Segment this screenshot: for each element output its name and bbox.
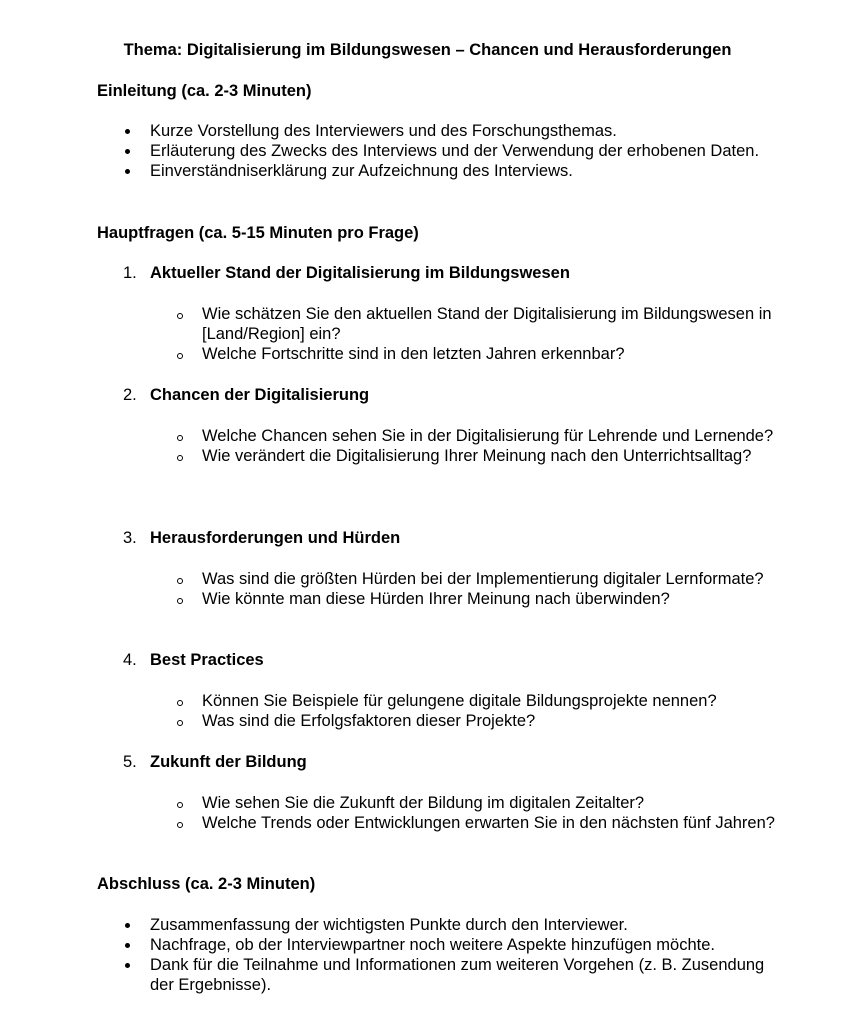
closing-item: Dank für die Teilnahme und Informationen zum weiteren Vorgehen (z. B. Zusendung der Ergebnisse). (150, 955, 790, 995)
question-1-sublist (202, 304, 782, 364)
sub-question: Wie schätzen Sie den aktuellen Stand der Digitalisierung im Bildungswesen in [Land/Region] ein? (202, 304, 782, 344)
question-title: Chancen der Digitalisierung (150, 386, 370, 404)
sub-question: Können Sie Beispiele für gelungene digitale Bildungsprojekte nennen? (202, 691, 782, 711)
question-5-sublist (202, 793, 782, 833)
question-number: 5. (123, 753, 137, 771)
question-number: 1. (123, 264, 137, 282)
intro-list (150, 121, 790, 181)
question-2 (123, 385, 790, 405)
intro-item: Kurze Vorstellung des Interviewers und des Forschungsthemas. (150, 121, 790, 141)
sub-question: Wie sehen Sie die Zukunft der Bildung im digitalen Zeitalter? (202, 793, 782, 813)
closing-list (150, 915, 790, 995)
sub-question: Welche Fortschritte sind in den letzten Jahren erkennbar? (202, 344, 782, 364)
question-title: Aktueller Stand der Digitalisierung im Bildungswesen (150, 264, 570, 282)
intro-item: Erläuterung des Zwecks des Interviews und der Verwendung der erhobenen Daten. (150, 141, 790, 161)
question-5 (123, 752, 790, 772)
document-title: Thema: Digitalisierung im Bildungswesen – Chancen und Herausforderungen (123, 41, 732, 59)
intro-item: Einverständniserklärung zur Aufzeichnung des Interviews. (150, 161, 790, 181)
question-4 (123, 650, 790, 670)
question-number: 3. (123, 529, 137, 547)
intro-heading: Einleitung (ca. 2-3 Minuten) (97, 82, 312, 100)
question-4-sublist (202, 691, 782, 731)
sub-question: Welche Trends oder Entwicklungen erwarten Sie in den nächsten fünf Jahren? (202, 813, 782, 833)
closing-heading: Abschluss (ca. 2-3 Minuten) (97, 875, 316, 893)
sub-question: Wie verändert die Digitalisierung Ihrer Meinung nach den Unterrichtsalltag? (202, 446, 782, 466)
question-number: 4. (123, 651, 137, 669)
question-number: 2. (123, 386, 137, 404)
question-1 (123, 263, 790, 283)
sub-question: Wie könnte man diese Hürden Ihrer Meinung nach überwinden? (202, 589, 782, 609)
question-2-sublist (202, 426, 782, 466)
question-3-sublist (202, 569, 782, 609)
sub-question: Was sind die Erfolgsfaktoren dieser Projekte? (202, 711, 782, 731)
question-title: Zukunft der Bildung (150, 753, 307, 771)
question-title: Herausforderungen und Hürden (150, 529, 401, 547)
closing-item: Nachfrage, ob der Interviewpartner noch weitere Aspekte hinzufügen möchte. (150, 935, 790, 955)
question-3 (123, 528, 790, 548)
sub-question: Welche Chancen sehen Sie in der Digitalisierung für Lehrende und Lernende? (202, 426, 782, 446)
question-title: Best Practices (150, 651, 264, 669)
closing-item: Zusammenfassung der wichtigsten Punkte durch den Interviewer. (150, 915, 790, 935)
sub-question: Was sind die größten Hürden bei der Implementierung digitaler Lernformate? (202, 569, 782, 589)
main-questions-heading: Hauptfragen (ca. 5-15 Minuten pro Frage) (97, 224, 419, 242)
